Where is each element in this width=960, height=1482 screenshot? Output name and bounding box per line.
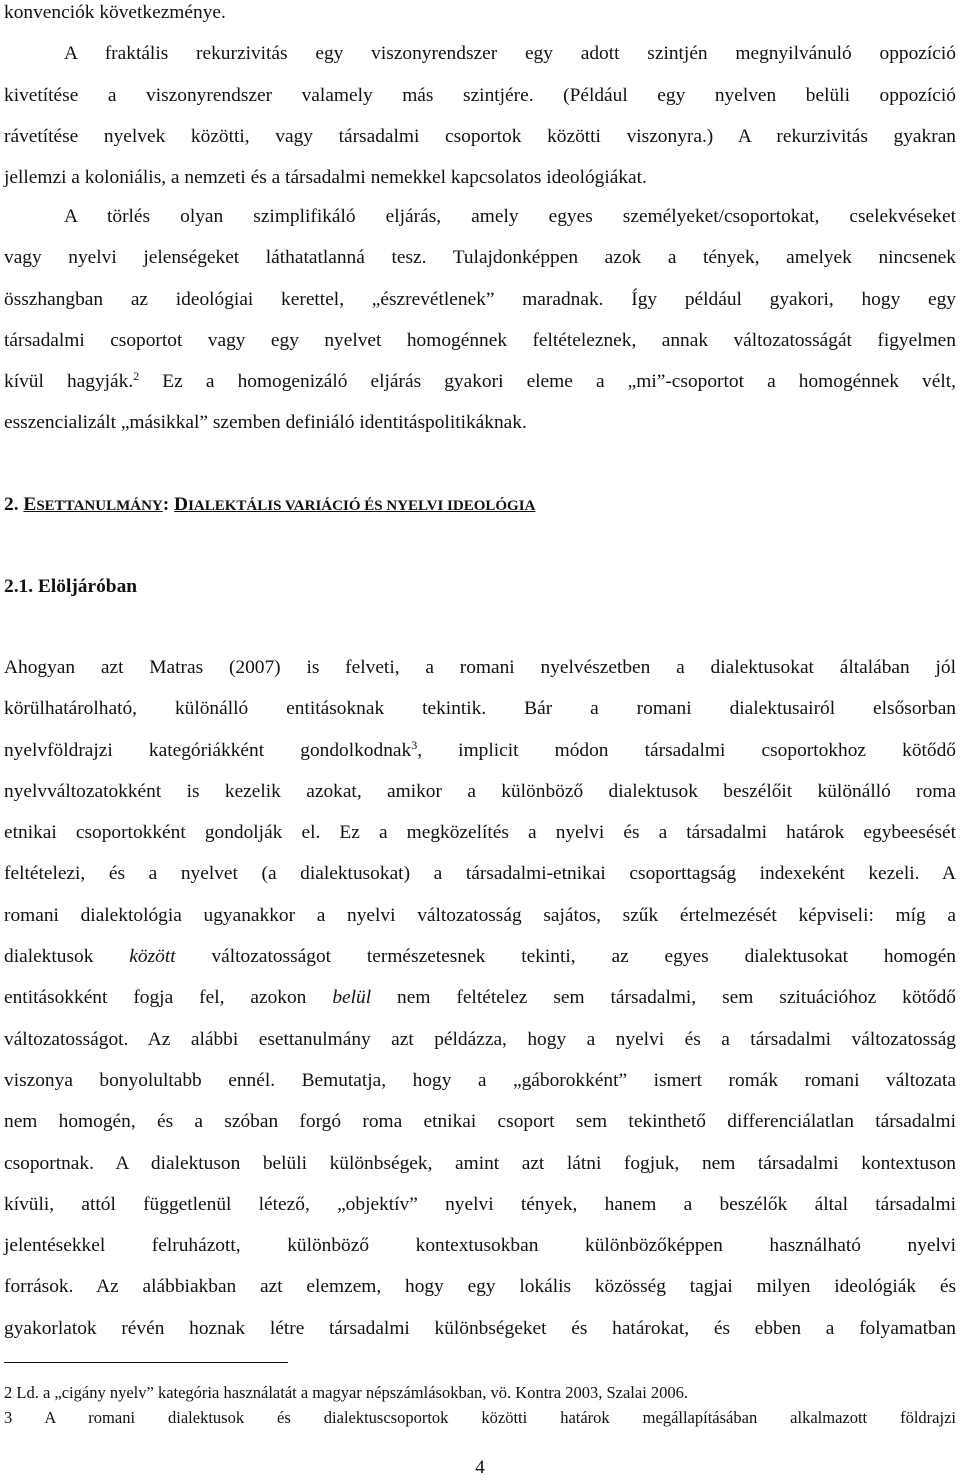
text-line: feltételezi, és a nyelvet (a dialektusokat) a társadalmi-etnikai csoporttagság indexeként kezeli. A xyxy=(4,863,956,885)
footnotes xyxy=(4,1380,956,1430)
paragraph-introduction xyxy=(4,647,956,1349)
heading-title-part1 xyxy=(23,494,162,515)
text-line: források. Az alábbiakban azt elemzem, hogy egy lokális közösség tagjai milyen ideológiák és xyxy=(4,1276,956,1298)
page-number: 4 xyxy=(475,1457,485,1478)
text-line: viszonya bonyolultabb ennél. Bemutatja, hogy a „gáborokként” ismert romák romani változata xyxy=(4,1069,956,1091)
text-line: jellemzi a koloniális, a nemzeti és a társadalmi nemekkel kapcsolatos ideológiákat. xyxy=(4,167,647,189)
footnote-2: 2 Ld. a „cigány nyelv” kategória használatát a magyar népszámlásokban, vö. Kontra 2003, Szalai 2006. xyxy=(4,1383,689,1402)
text-line: A fraktális rekurzivitás egy viszonyrendszer egy adott szintjén megnyilvánuló oppozíció xyxy=(64,43,956,65)
text-segment: változatosságot természetesnek tekinti, az egyes dialektusokat homogén xyxy=(175,946,957,968)
section-heading-2-1: 2.1. Elöljáróban xyxy=(4,576,138,597)
text-line: esszencializált „másikkal” szemben definiáló identitáspolitikáknak. xyxy=(4,412,527,434)
text-segment: Ez a homogenizáló eljárás gyakori eleme a „mi”-csoportot a homogénnek vélt, xyxy=(139,371,956,393)
text-line: romani dialektológia ugyanakkor a nyelvi változatosság sajátos, szűk értelmezését képviseli: míg a xyxy=(4,904,956,926)
text-line: összhangban az ideológiai kerettel, „észrevétlenek” maradnak. Így például gyakori, hogy egy xyxy=(4,288,956,310)
heading-smallcaps: IALEKTÁLIS VARIÁCIÓ ÉS NYELVI IDEOLÓGIA xyxy=(188,498,536,514)
text-line: csoportnak. A dialektuson belüli különbségek, amint azt látni fogjuk, nem társadalmi kontextuson xyxy=(4,1152,956,1174)
heading-smallcaps: SETTANULMÁNY xyxy=(36,498,163,514)
section-heading-2 xyxy=(4,494,535,516)
text-line: társadalmi csoportot vagy egy nyelvet homogénnek feltételeznek, annak változatosságát figyelmen xyxy=(4,329,956,351)
text-line: Ahogyan azt Matras (2007) is felveti, a romani nyelvészetben a dialektusokat általában jól xyxy=(4,657,956,678)
text-segment: dialektusok xyxy=(4,946,130,968)
text-line xyxy=(4,936,956,977)
heading-initial: D xyxy=(174,494,189,515)
emphasis: belül xyxy=(332,987,372,1009)
text-line xyxy=(4,361,956,402)
text-line: kívüli, attól függetlenül létező, „objektív” nyelvi tények, hanem a beszélők által társadalmi xyxy=(4,1193,956,1215)
heading-title-part2 xyxy=(174,494,535,515)
text-line: konvenciók következménye. xyxy=(4,2,226,23)
paragraph-fractal-recursivity xyxy=(4,0,956,198)
footnote-ref-3[interactable]: 3 xyxy=(411,737,418,752)
text-line: gyakorlatok révén hoznak létre társadalmi különbségeket és határokat, és ebben a folyamatban xyxy=(4,1317,956,1339)
footnote-separator xyxy=(4,1362,288,1363)
text-line: nem homogén, és a szóban forgó roma etnikai csoport sem tekinthető differenciálatlan társadalmi xyxy=(4,1111,956,1133)
text-line xyxy=(4,730,956,771)
text-line: rávetítése nyelvek közötti, vagy társadalmi csoportok közötti viszonyra.) A rekurzivitás gyakran xyxy=(4,125,956,147)
text-segment: entitásokként fogja fel, azokon xyxy=(4,987,333,1009)
text-line: vagy nyelvi jelenségeket láthatatlanná tesz. Tulajdonképpen azok a tények, amelyek nincsenek xyxy=(4,247,956,269)
text-segment: , implicit módon társadalmi csoportokhoz kötődő xyxy=(417,739,957,761)
text-segment: kívül hagyják. xyxy=(4,371,134,393)
text-line: A törlés olyan szimplifikáló eljárás, amely egyes személyeket/csoportokat, cselekvéseket xyxy=(64,206,956,227)
heading-initial: E xyxy=(23,494,37,515)
text-line: etnikai csoportokként gondolják el. Ez a megközelítés a nyelvi és a társadalmi határok egybeesését xyxy=(4,822,956,844)
heading-number: 2. xyxy=(4,494,24,515)
text-line: kivetítése a viszonyrendszer valamely más szintjére. (Például egy nyelven belüli oppozíció xyxy=(4,84,956,106)
text-line xyxy=(4,977,956,1018)
footnote-3: 3 A romani dialektusok és dialektuscsoportok közötti határok megállapításában alkalmazott földrajzi xyxy=(4,1408,956,1427)
text-line: jelentésekkel felruházott, különböző kontextusokban különbözőképpen használható nyelvi xyxy=(4,1235,956,1257)
text-line: körülhatárolható, különálló entitásoknak tekintik. Bár a romani dialektusairól elsősorban xyxy=(4,698,956,720)
footnote-ref-2[interactable]: 2 xyxy=(133,369,140,384)
text-segment: nem feltételez sem társadalmi, sem szituációhoz kötődő xyxy=(371,987,956,1009)
text-segment: nyelvföldrajzi kategóriákként gondolkodnak xyxy=(4,739,412,761)
heading-colon: : xyxy=(162,494,175,515)
text-line: változatosságot. Az alábbi esettanulmány azt példázza, hogy a nyelvi és a társadalmi változatosság xyxy=(4,1028,956,1050)
paragraph-erasure xyxy=(4,196,956,444)
emphasis: között xyxy=(129,946,176,968)
text-line: nyelvváltozatokként is kezelik azokat, amikor a különböző dialektusok beszélőit különálló roma xyxy=(4,780,956,802)
